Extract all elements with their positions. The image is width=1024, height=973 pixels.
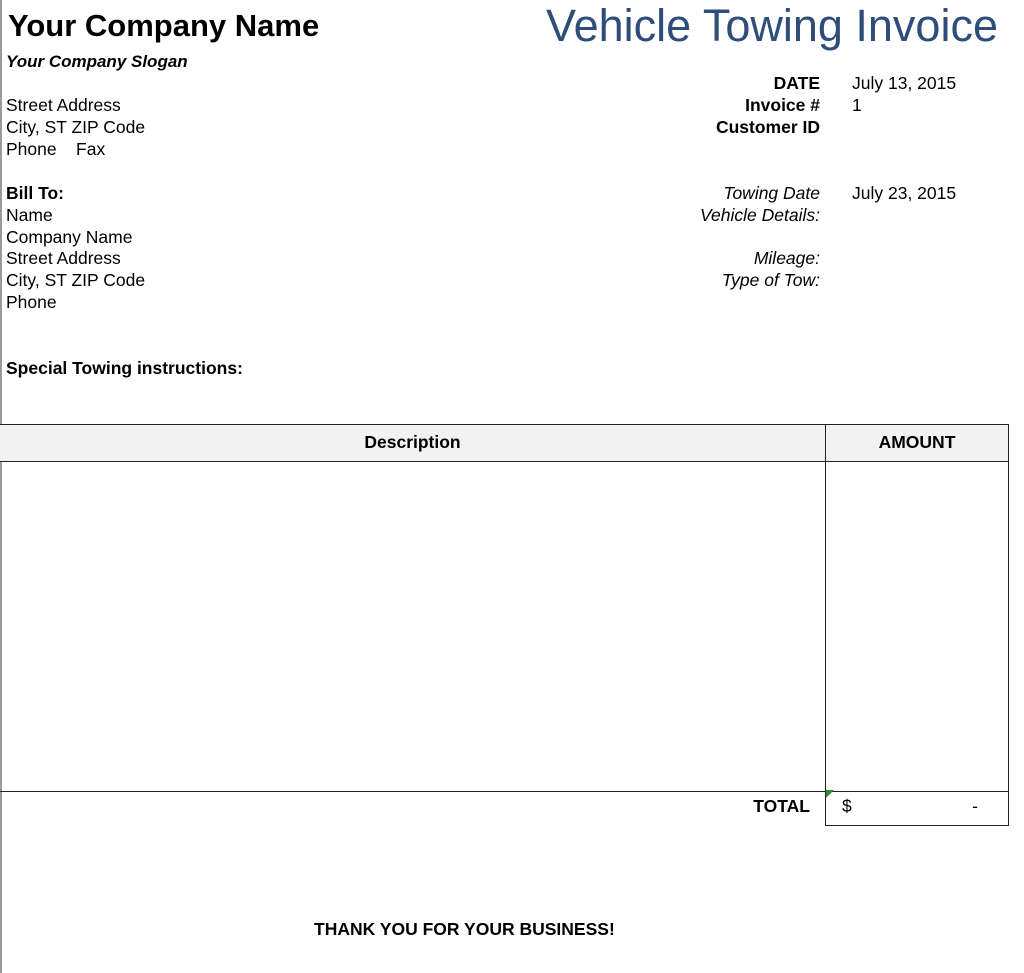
- description-header: Description: [364, 432, 461, 452]
- company-phone-fax: Phone Fax: [6, 139, 106, 159]
- invoice-number-value: 1: [852, 95, 862, 115]
- total-currency: $: [842, 796, 852, 816]
- total-amount-cell[interactable]: [825, 790, 1009, 826]
- invoice-number-label: Invoice #: [745, 95, 820, 115]
- towing-date-label: Towing Date: [723, 183, 820, 203]
- amount-header: AMOUNT: [878, 432, 956, 452]
- invoice-title: Vehicle Towing Invoice: [546, 0, 998, 51]
- thank-you-message: THANK YOU FOR YOUR BUSINESS!: [314, 919, 615, 939]
- total-label: TOTAL: [753, 796, 810, 816]
- bill-to-name: Name: [6, 205, 53, 225]
- date-value: July 13, 2015: [852, 73, 957, 93]
- date-label: DATE: [773, 73, 820, 93]
- special-instructions-label: Special Towing instructions:: [6, 358, 243, 378]
- bill-to-company: Company Name: [6, 227, 133, 247]
- company-street: Street Address: [6, 95, 121, 115]
- table-header-row: [0, 425, 1008, 462]
- company-city: City, ST ZIP Code: [6, 117, 146, 137]
- cell-comment-marker-icon: [826, 790, 834, 798]
- column-divider: [825, 425, 826, 791]
- vehicle-details-label: Vehicle Details:: [700, 205, 820, 225]
- towing-date-value: July 23, 2015: [852, 183, 957, 203]
- bill-to-street: Street Address: [6, 248, 121, 268]
- bill-to-heading: Bill To:: [6, 183, 64, 203]
- bill-to-city: City, ST ZIP Code: [6, 270, 146, 290]
- type-of-tow-label: Type of Tow:: [721, 270, 820, 290]
- line-items-table: [0, 424, 1009, 792]
- company-slogan: Your Company Slogan: [6, 52, 188, 71]
- mileage-label: Mileage:: [753, 248, 820, 268]
- customer-id-label: Customer ID: [715, 117, 820, 137]
- bill-to-phone: Phone: [6, 292, 57, 312]
- total-value: -: [972, 796, 978, 816]
- company-name: Your Company Name: [8, 8, 320, 43]
